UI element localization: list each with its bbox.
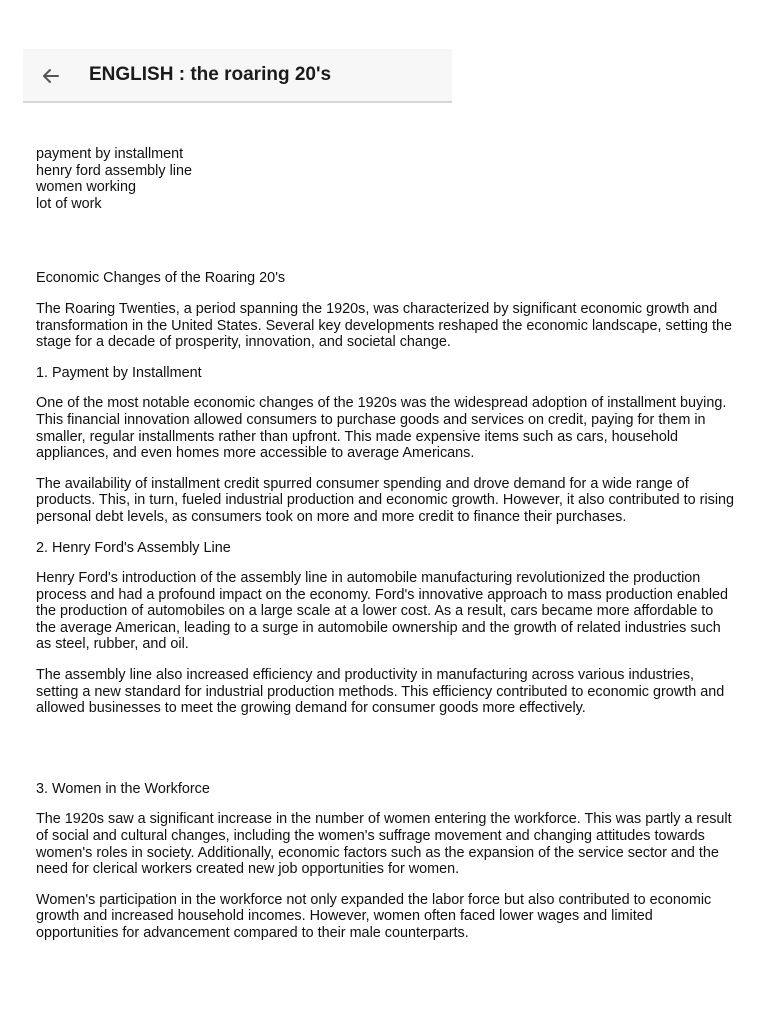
note-summary (36, 146, 736, 212)
paragraph: Women's participation in the workforce not only expanded the labor force but also contributed to economic growth and increased household incomes. However, women often faced lower wages and limited opportunities for advancement compared to their male counterparts. (36, 891, 712, 941)
paragraph: The assembly line also increased efficiency and productivity in manufacturing across various industries, setting a new standard for industrial production methods. This efficiency contributed to economic growth and allowed businesses to meet the growing demand for consumer goods more effectively. (36, 667, 725, 717)
paragraph: The 1920s saw a significant increase in the number of women entering the workforce. This was partly a result of social and cultural changes, including the women's suffrage movement and changing attitudes towards women's roles in society. Additionally, economic factors such as the expansion of the service sector and the need for clerical workers created new job opportunities for women. (36, 811, 732, 878)
arrow-back-icon (37, 62, 65, 90)
section-heading: 2. Henry Ford's Assembly Line (36, 539, 231, 556)
note-line: women working (36, 179, 136, 196)
paragraph: One of the most notable economic changes of the 1920s was the widespread adoption of installment buying. This financial innovation allowed consumers to purchase goods and services on credit, paying for them in smaller, regular installments rather than upfront. This made expensive items such as cars, household appliances, and even homes more accessible to average Americans. (36, 395, 727, 462)
back-button[interactable] (37, 62, 65, 90)
note-line: payment by installment (36, 146, 184, 162)
section-heading: 3. Women in the Workforce (36, 780, 210, 797)
document-title: Economic Changes of the Roaring 20's (36, 270, 286, 287)
paragraph: The availability of installment credit spurred consumer spending and drove demand for a wide range of products. This, in turn, fueled industrial production and economic growth. However, it also contributed to rising personal debt levels, as consumers took on more and more credit to finance their purchases. (36, 475, 735, 525)
paragraph: Henry Ford's introduction of the assembly line in automobile manufacturing revolutionized the production process and had a profound impact on the economy. Ford's innovative approach to mass production enabled the production of automobiles on a large scale at a lower cost. As a result, cars became more affordable to the average American, leading to a surge in automobile ownership and the growth of related industries such as steel, rubber, and oil. (36, 570, 729, 653)
section-heading: 1. Payment by Installment (36, 364, 202, 381)
note-line: lot of work (36, 195, 102, 212)
note-line: henry ford assembly line (36, 162, 192, 179)
page-title: ENGLISH : the roaring 20's (89, 64, 332, 85)
intro-paragraph: The Roaring Twenties, a period spanning the 1920s, was characterized by significant economic growth and transformation in the United States. Several key developments reshaped the economic landscape, setting the stage for a decade of prosperity, innovation, and societal change. (36, 300, 732, 351)
app-bar (23, 49, 452, 103)
note-content (36, 146, 736, 956)
